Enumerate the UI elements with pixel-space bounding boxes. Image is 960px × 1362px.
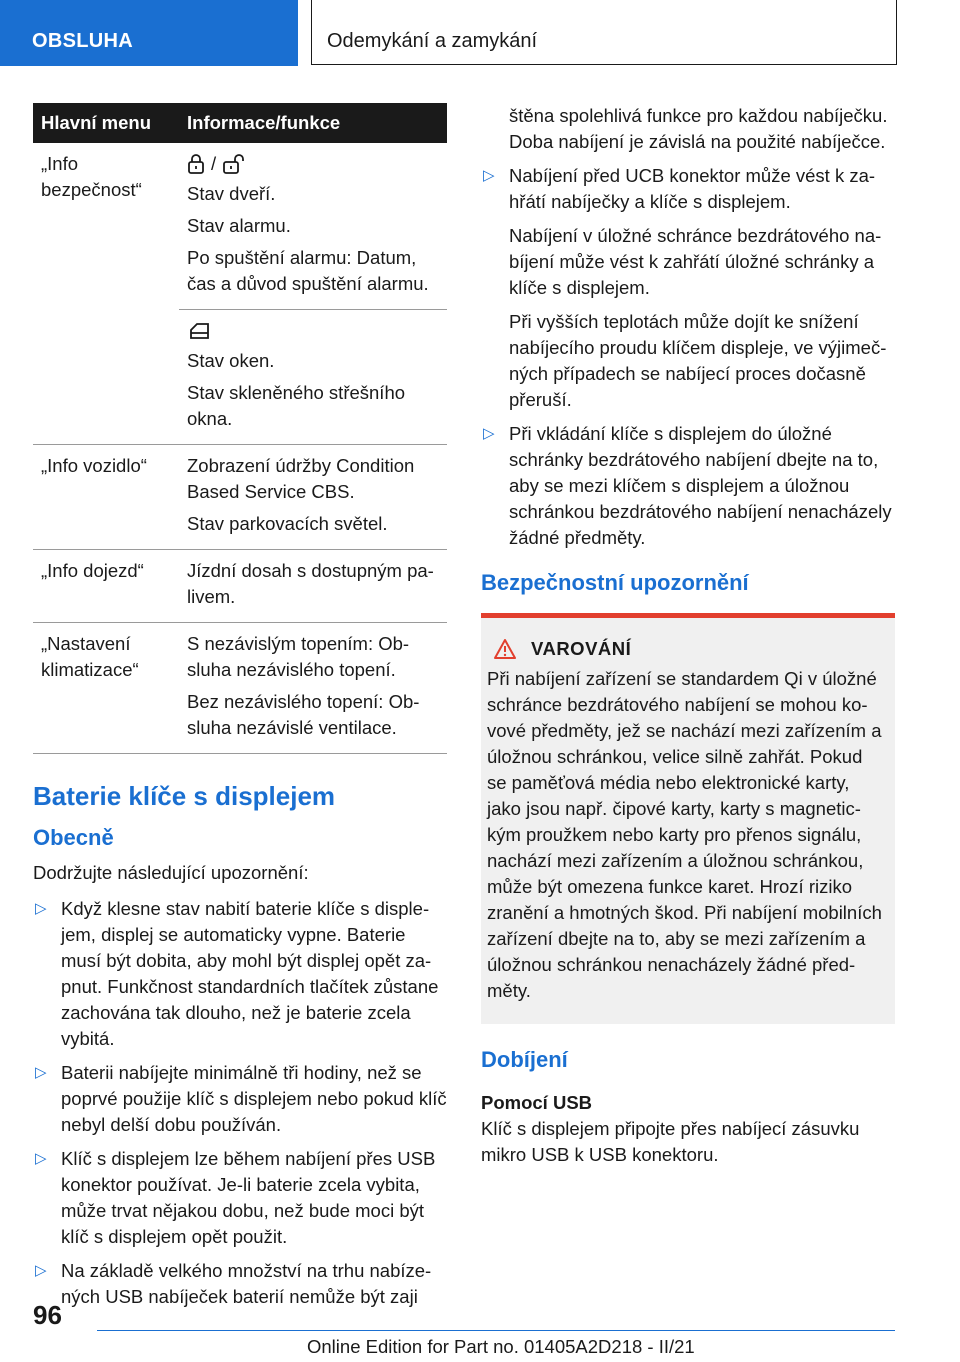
table-row	[33, 310, 447, 445]
header-section: OBSLUHA	[32, 30, 133, 52]
list-item: ▷ Při vkládání klíče s displejem do úložné schránky bezdrátového nabíjení dbejte na to, aby se mezi klíčem s displejem a úložnou schránkou bezdrátového nabíjení nenacházely žádné předměty.	[483, 423, 892, 548]
subsection-heading-safety: Bezpečnostní upozornění	[481, 570, 749, 595]
warning-text: Při nabíjení zařízení se standardem Qi v úložné schránce bezdrátového nabíjení se mohou kovové předměty, jež se nachází mezi zařízením a úložnou schránkou, velice silně zahřát. Pokud se paměťová média nebo elektronické karty, jako jsou např. čipové karty, karty s magnetickým proužkem nebo karty pro přenos signálu, nachází mezi zařízením a úložnou schránkou, může být omezena funkce karet. Hrozí riziko zranění a hmotných škod. Při nabíjení mobilních zařízení dbejte na to, aby se mezi zařízením a úložnou schránkou nenacházely žádné předměty.	[487, 668, 882, 1001]
table-row	[33, 550, 447, 623]
header-section-tab	[0, 0, 298, 66]
aux-ventilation-info: Bez nezávislého topení: Obsluha nezávislé ventilace.	[187, 691, 420, 738]
parking-lights-status: Stav parkovacích světel.	[187, 513, 388, 534]
aux-heating-info: S nezávislým topením: Obsluha nezávislého topení.	[187, 633, 410, 680]
right-column	[481, 103, 895, 1178]
intro-text: Dodržujte následující upozornění:	[33, 862, 309, 883]
table-header-main-menu: Hlavní menu	[33, 103, 179, 143]
table-header-info: Informace/funkce	[179, 103, 447, 143]
lock-closed-icon	[187, 154, 205, 174]
table-cell-info	[179, 623, 447, 754]
window-status: Stav oken.	[187, 350, 275, 371]
door-status: Stav dveří.	[187, 183, 276, 204]
warning-box	[481, 613, 895, 1024]
window-icon	[187, 321, 211, 341]
bullet-list	[481, 163, 895, 215]
warning-title: VAROVÁNÍ	[531, 638, 632, 659]
table-cell-label: „Info bezpečnost“	[41, 153, 142, 200]
triangle-bullet-icon: ▷	[35, 1262, 47, 1279]
usb-text: Klíč s displejem připojte přes nabíjecí zásuvku mikro USB k USB konektoru.	[481, 1118, 860, 1165]
list-item: ▷ Klíč s displejem lze během nabíjení přes USB konektor používat. Je-li baterie zcela vybita, může trvat nějakou dobu, než bude moci být klíč s displejem opět použit.	[35, 1148, 436, 1247]
subheading-usb: Pomocí USB	[481, 1092, 593, 1113]
page-number: 96	[33, 1300, 62, 1330]
list-item: ▷ Když klesne stav nabití baterie klíče s displejem, displej se automaticky vypne. Baterie musí být dobita, aby mohl být displej opět zapnut. Funkčnost standardních tlačítek zůstane zachována tak dlouho, než je baterie zcela vybitá.	[35, 898, 439, 1049]
table-cell-info	[179, 550, 447, 623]
warning-triangle-icon	[493, 638, 517, 660]
bullet-continuation: štěna spolehlivá funkce pro každou nabíječku. Doba nabíjení je závislá na použité nabíječce.	[509, 105, 888, 152]
table-cell-info	[179, 445, 447, 550]
left-column	[33, 103, 447, 1318]
table-cell-label: „Nastavení klimatizace“	[33, 623, 179, 754]
table-header-row	[33, 103, 447, 143]
lock-open-icon	[222, 154, 246, 174]
bullet-list	[33, 896, 447, 1310]
triangle-bullet-icon: ▷	[483, 167, 495, 184]
list-item: ▷ Nabíjení před UCB konektor může vést k zahřátí nabíječky a klíče s displejem.	[483, 165, 876, 212]
table-row	[33, 445, 447, 550]
triangle-bullet-icon: ▷	[35, 1064, 47, 1081]
bullet-list	[481, 421, 895, 551]
bullet-paragraph: Nabíjení v úložné schránce bezdrátového nabíjení může vést k zahřátí úložné schránky a klíče s displejem.	[509, 225, 882, 298]
icon-separator: /	[211, 153, 217, 174]
info-table	[33, 103, 447, 754]
table-cell-label: „Info vozidlo“	[33, 445, 179, 550]
alarm-status: Stav alarmu.	[187, 215, 291, 236]
alarm-trigger-info: Po spuštění alarmu: Datum, čas a důvod spuštění alarmu.	[187, 247, 429, 294]
list-item: ▷ Na základě velkého množství na trhu nabízených USB nabíječek baterií nemůže být zaji	[35, 1260, 432, 1307]
list-item: ▷ Baterii nabíjejte minimálně tři hodiny, než se poprvé použije klíč s displejem nebo pokud klíč nebyl delší dobu používán.	[35, 1062, 447, 1135]
range-info: Jízdní dosah s dostupným palivem.	[187, 560, 434, 607]
subsection-heading-general: Obecně	[33, 825, 114, 850]
bullet-paragraph: Při vyšších teplotách může dojít ke snížení nabíjecího proudu klíčem displeje, ve výjimečných případech se nabíjecí proces dočasně přeruší.	[509, 311, 887, 410]
subsection-heading-charging: Dobíjení	[481, 1047, 568, 1072]
table-cell-info	[179, 143, 447, 310]
header-chapter: Odemykání a zamykání	[327, 30, 538, 52]
table-cell-label: „Info dojezd“	[33, 550, 179, 623]
footer-divider	[97, 1330, 895, 1331]
triangle-bullet-icon: ▷	[35, 1150, 47, 1167]
footer-edition: Online Edition for Part no. 01405A2D218 - II/21	[307, 1336, 695, 1357]
table-cell-info	[179, 310, 447, 445]
cbs-info: Zobrazení údržby Condition Based Service CBS.	[187, 455, 415, 502]
table-row	[33, 143, 447, 310]
table-row	[33, 623, 447, 754]
table-cell-label	[33, 310, 179, 445]
section-heading-key-battery: Baterie klíče s displejem	[33, 781, 336, 811]
sunroof-status: Stav skleněného střešního okna.	[187, 382, 406, 429]
triangle-bullet-icon: ▷	[35, 900, 47, 917]
header-chapter-box	[311, 0, 897, 65]
triangle-bullet-icon: ▷	[483, 425, 495, 442]
